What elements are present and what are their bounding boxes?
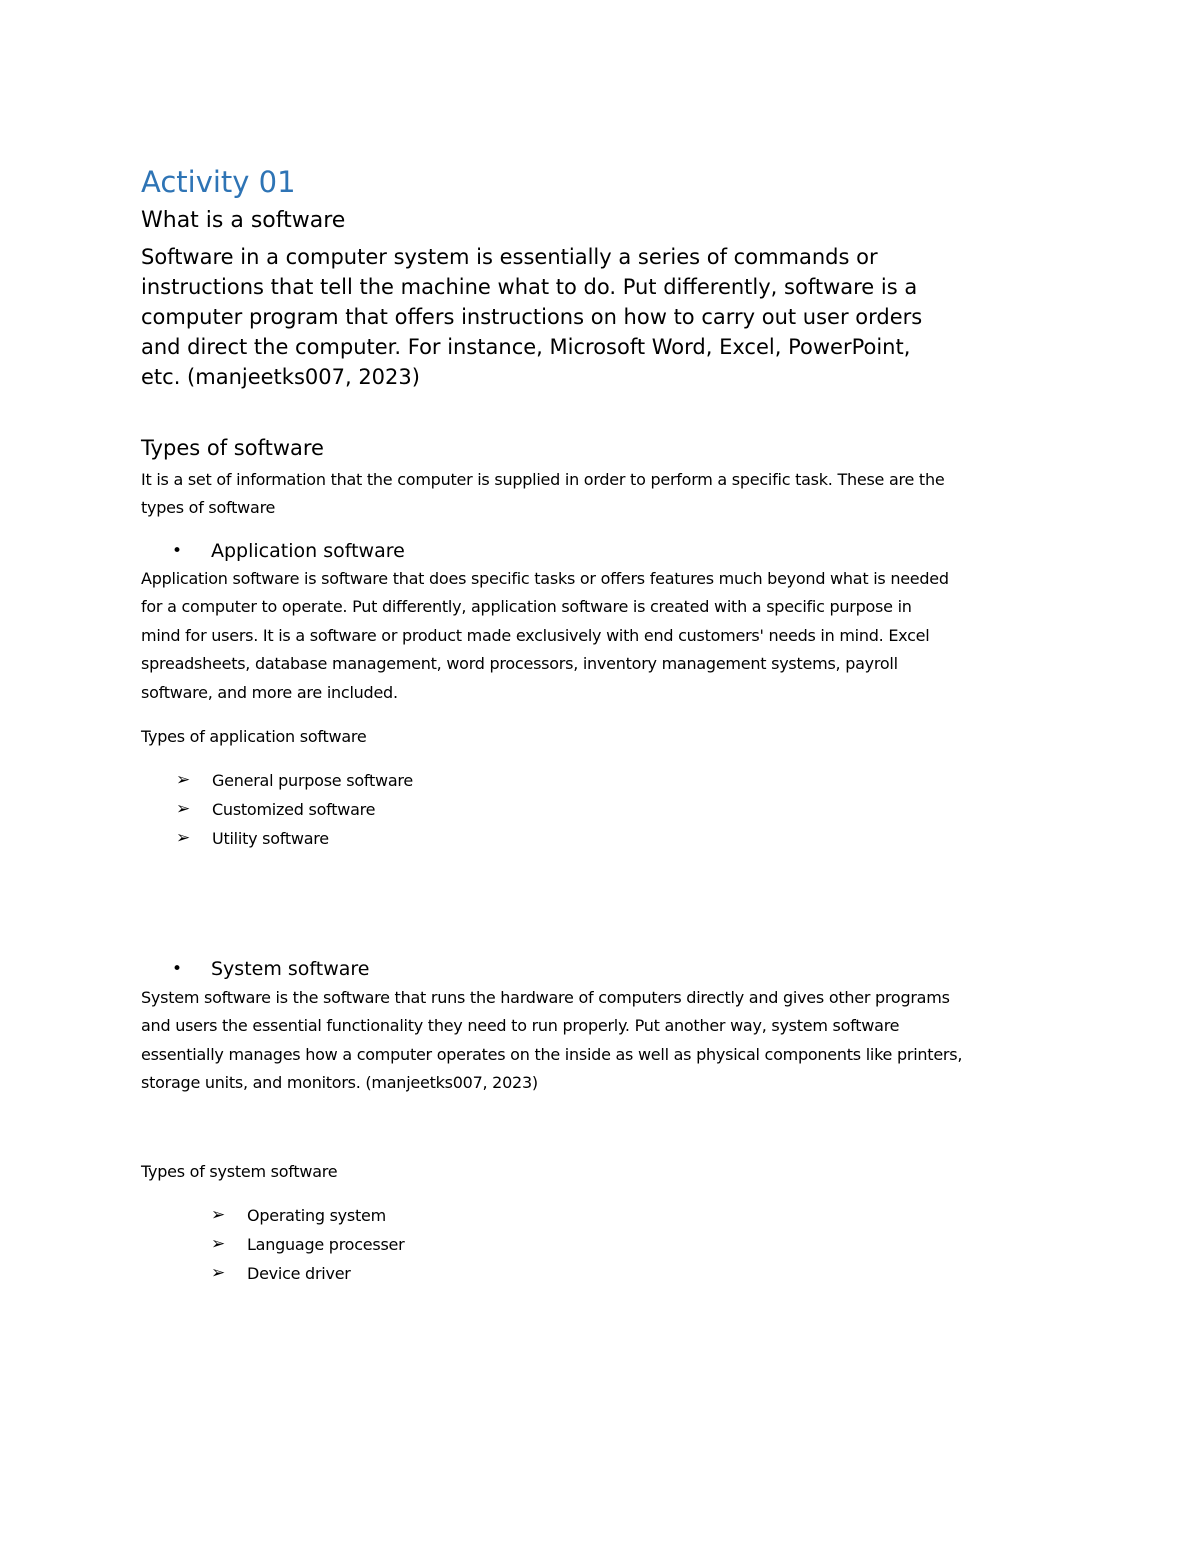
intro-line: Software in a computer system is essentially a series of commands or	[141, 245, 878, 269]
section-heading-types-of-software: Types of software	[141, 436, 324, 460]
paragraph-line: Application software is software that does specific tasks or offers features much beyond what is needed	[141, 569, 949, 588]
bullet-heading: System software	[211, 958, 370, 980]
bullet-dot-icon: •	[172, 959, 183, 979]
arrow-bullet-icon: ➢	[176, 799, 190, 819]
intro-line: computer program that offers instructions on how to carry out user orders	[141, 305, 923, 329]
intro-paragraph	[141, 242, 922, 392]
system-software-paragraph	[141, 984, 962, 1098]
bullet-dot-icon: •	[172, 541, 183, 561]
system-types-label: Types of system software	[141, 1162, 338, 1181]
paragraph-line: and users the essential functionality they need to run properly. Put another way, system software	[141, 1016, 900, 1036]
intro-line: and direct the computer. For instance, Microsoft Word, Excel, PowerPoint,	[141, 335, 911, 359]
section-heading-what-is-software: What is a software	[141, 208, 346, 233]
paragraph-line: for a computer to operate. Put differently, application software is created with a specific purpose in	[141, 597, 912, 617]
intro-line: etc. (manjeetks007, 2023)	[141, 365, 420, 389]
application-software-paragraph	[141, 565, 949, 707]
bullet-system-software	[172, 956, 572, 982]
arrow-bullet-icon: ➢	[211, 1205, 225, 1225]
document-title: Activity 01	[141, 165, 296, 199]
arrow-bullet-icon: ➢	[176, 828, 190, 848]
list-item-label: Utility software	[212, 829, 329, 848]
paragraph-line: storage units, and monitors. (manjeetks007, 2023)	[141, 1073, 538, 1093]
paragraph-line: types of software	[141, 498, 276, 518]
list-item-label: Operating system	[247, 1206, 386, 1225]
intro-line: instructions that tell the machine what to do. Put differently, software is a	[141, 275, 918, 299]
list-item-label: Customized software	[212, 800, 376, 819]
types-intro-paragraph	[141, 466, 944, 523]
arrow-bullet-icon: ➢	[211, 1263, 225, 1283]
paragraph-line: spreadsheets, database management, word processors, inventory management systems, payroll	[141, 654, 898, 674]
paragraph-line: It is a set of information that the computer is supplied in order to perform a specific task. These are the	[141, 470, 945, 489]
bullet-heading: Application software	[211, 540, 405, 562]
application-types-label: Types of application software	[141, 727, 367, 746]
paragraph-line: essentially manages how a computer operates on the inside as well as physical components like printers,	[141, 1044, 963, 1064]
bullet-application-software	[172, 538, 572, 564]
arrow-bullet-icon: ➢	[176, 770, 190, 790]
list-item-label: Device driver	[247, 1264, 351, 1283]
arrow-bullet-icon: ➢	[211, 1234, 225, 1254]
paragraph-line: mind for users. It is a software or product made exclusively with end customers' needs in mind. Excel	[141, 625, 930, 645]
list-item-label: Language processer	[247, 1235, 405, 1254]
list-item-label: General purpose software	[212, 771, 413, 790]
paragraph-line: software, and more are included.	[141, 682, 398, 702]
paragraph-line: System software is the software that runs the hardware of computers directly and gives other programs	[141, 988, 950, 1007]
